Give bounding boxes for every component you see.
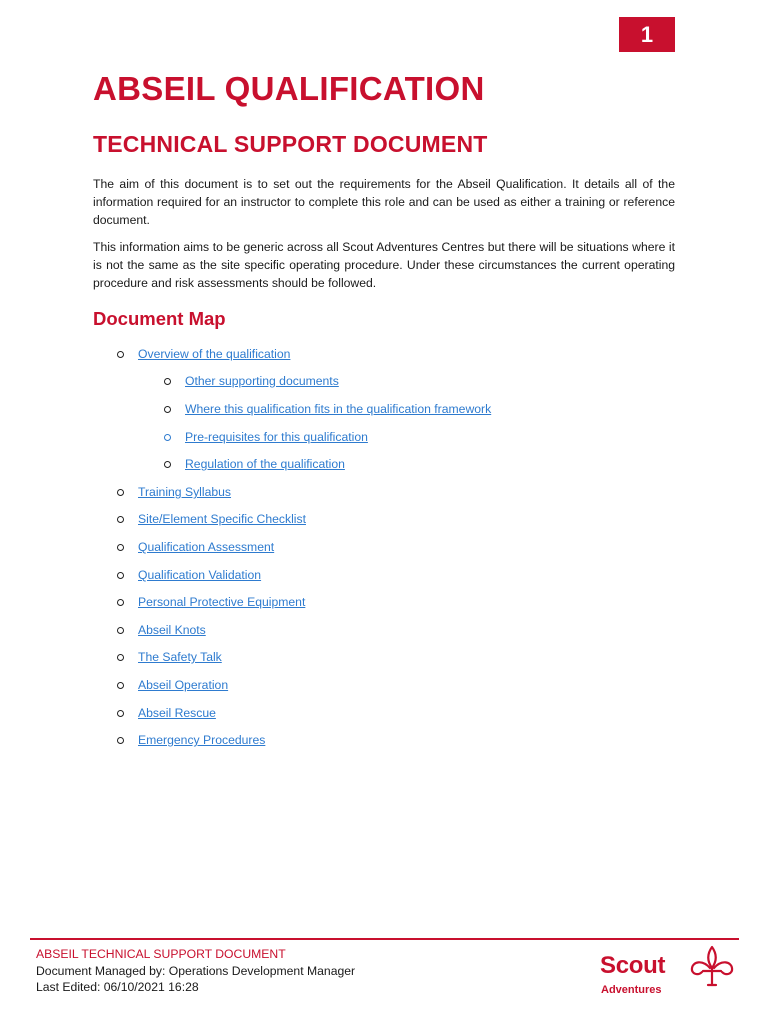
bullet-icon bbox=[164, 378, 171, 385]
toc-item[interactable] bbox=[117, 510, 306, 528]
bullet-icon bbox=[117, 489, 124, 496]
toc-item[interactable] bbox=[117, 593, 305, 611]
footer-divider bbox=[30, 938, 739, 940]
bullet-icon bbox=[164, 461, 171, 468]
footer-doc-title: ABSEIL TECHNICAL SUPPORT DOCUMENT bbox=[36, 947, 286, 961]
toc-link-validation[interactable]: Qualification Validation bbox=[138, 568, 262, 582]
toc-item[interactable] bbox=[117, 731, 265, 749]
toc-link-framework[interactable]: Where this qualification fits in the qualification framework bbox=[185, 402, 492, 416]
bullet-icon bbox=[117, 682, 124, 689]
toc-link-regulation[interactable]: Regulation of the qualification bbox=[185, 457, 345, 471]
toc-link-overview[interactable]: Overview of the qualification bbox=[138, 347, 291, 361]
toc-item[interactable] bbox=[164, 455, 345, 473]
fleur-de-lis-icon bbox=[688, 944, 736, 988]
bullet-icon bbox=[117, 351, 124, 358]
bullet-icon bbox=[164, 434, 171, 441]
footer-managed-by: Document Managed by: Operations Development Manager bbox=[36, 963, 356, 978]
bullet-icon bbox=[117, 572, 124, 579]
toc-item[interactable] bbox=[164, 428, 368, 446]
page-number-badge: 1 bbox=[619, 17, 675, 52]
toc-link-checklist[interactable]: Site/Element Specific Checklist bbox=[138, 512, 306, 526]
toc-link-knots[interactable]: Abseil Knots bbox=[138, 623, 206, 637]
toc-item[interactable] bbox=[117, 345, 290, 363]
toc-link-safety-talk[interactable]: The Safety Talk bbox=[138, 650, 222, 664]
logo-wordmark: Scout bbox=[600, 952, 666, 979]
scout-adventures-logo bbox=[600, 944, 740, 999]
toc-item[interactable] bbox=[164, 400, 491, 418]
bullet-icon bbox=[117, 710, 124, 717]
toc-item[interactable] bbox=[117, 483, 231, 501]
bullet-icon bbox=[117, 627, 124, 634]
page-subtitle: TECHNICAL SUPPORT DOCUMENT bbox=[93, 131, 488, 157]
bullet-icon bbox=[117, 737, 124, 744]
toc-link-prerequisites[interactable]: Pre-requisites for this qualification bbox=[185, 430, 368, 444]
toc-link-ppe[interactable]: Personal Protective Equipment bbox=[138, 595, 306, 609]
toc-item[interactable] bbox=[117, 538, 274, 556]
bullet-icon bbox=[117, 516, 124, 523]
toc-item[interactable] bbox=[117, 566, 261, 584]
toc-link-supporting-documents[interactable]: Other supporting documents bbox=[185, 374, 339, 388]
toc-link-training-syllabus[interactable]: Training Syllabus bbox=[138, 485, 232, 499]
toc-item[interactable] bbox=[117, 704, 216, 722]
intro-paragraph: This information aims to be generic across all Scout Adventures Centres but there will be situations where it is not the same as the site specific operating procedure. Under these circumstances the current operating procedure and risk assessments should be followed. bbox=[93, 240, 675, 290]
footer bbox=[36, 946, 355, 996]
intro-section bbox=[93, 175, 675, 301]
toc-link-assessment[interactable]: Qualification Assessment bbox=[138, 540, 275, 554]
footer-last-edited: Last Edited: 06/10/2021 16:28 bbox=[36, 980, 199, 994]
bullet-icon bbox=[117, 654, 124, 661]
toc-item[interactable] bbox=[117, 676, 228, 694]
logo-subtitle: Adventures bbox=[601, 984, 662, 996]
toc-item[interactable] bbox=[117, 621, 206, 639]
bullet-icon bbox=[117, 599, 124, 606]
toc-item[interactable] bbox=[117, 648, 222, 666]
page-title: ABSEIL QUALIFICATION bbox=[93, 70, 485, 107]
bullet-icon bbox=[117, 544, 124, 551]
toc-link-rescue[interactable]: Abseil Rescue bbox=[138, 706, 216, 720]
toc-link-emergency[interactable]: Emergency Procedures bbox=[138, 733, 266, 747]
document-map-heading: Document Map bbox=[93, 308, 226, 329]
toc-link-operation[interactable]: Abseil Operation bbox=[138, 678, 229, 692]
intro-paragraph: The aim of this document is to set out the requirements for the Abseil Qualification. It details all of the information required for an instructor to complete this role and can be used as either a training or reference document. bbox=[93, 177, 675, 227]
bullet-icon bbox=[164, 406, 171, 413]
toc-item[interactable] bbox=[164, 372, 339, 390]
